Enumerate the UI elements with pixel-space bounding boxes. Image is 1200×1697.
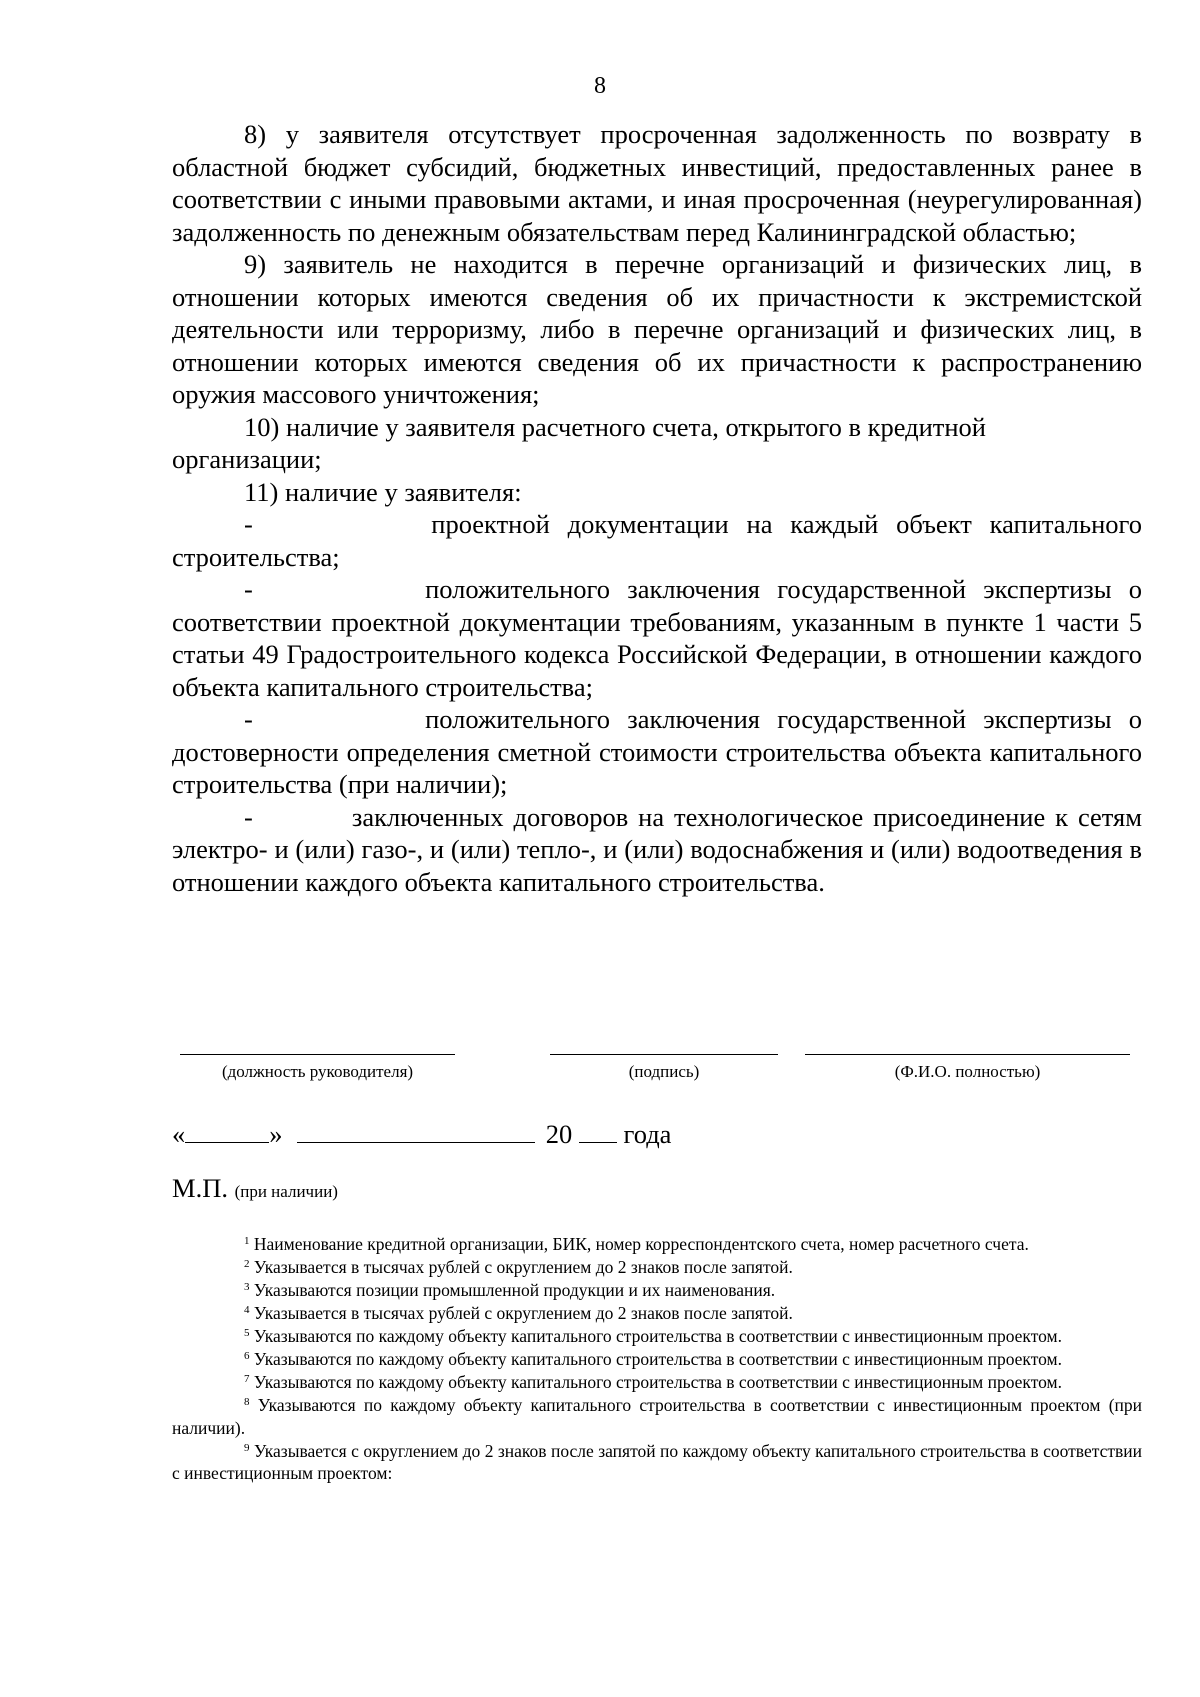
footnote-marker: 3	[244, 1281, 250, 1293]
footnote-8	[172, 1394, 1142, 1439]
position-signature-line	[180, 1054, 455, 1055]
footnotes	[172, 1233, 1142, 1485]
seal-placeholder	[172, 1172, 338, 1208]
seal-label: М.П.	[172, 1173, 228, 1203]
list-item-connection-contracts: - заключенных договоров на технологическое присоединение к сетям электро- и (или) газо-, и (или) тепло-, и (или) водоснабжения и (или) водоотведения в отношении каждого объекта капитального строительства.	[172, 801, 1142, 897]
footnote-5	[172, 1325, 1142, 1348]
footnote-marker: 4	[244, 1304, 250, 1316]
footnote-9	[172, 1440, 1142, 1485]
position-caption: (должность руководителя)	[221, 1062, 414, 1081]
year-blank	[579, 1118, 617, 1143]
signature-line	[550, 1054, 778, 1055]
paragraph-item-10: 10) наличие у заявителя расчетного счета, открытого в кредитной организации;	[172, 411, 986, 474]
footnote-3	[172, 1279, 1142, 1302]
footnote-text: Указываются по каждому объекту капитального строительства в соответствии с инвестиционным проектом.	[253, 1326, 1062, 1346]
seal-note: (при наличии)	[234, 1182, 338, 1201]
date-close-quote: »	[269, 1119, 283, 1149]
footnote-text: Указывается с округлением до 2 знаков после запятой по каждому объекту капитального строительства в соответствии с инвестиционным проектом:	[172, 1440, 1143, 1483]
year-suffix: года	[623, 1119, 672, 1149]
list-item-expertise-cost: - положительного заключения государственной экспертизы о достоверности определения сметной стоимости строительства объекта капитального строительства (при наличии);	[172, 704, 1142, 799]
footnote-marker: 8	[244, 1396, 250, 1408]
footnote-1	[172, 1233, 1142, 1256]
footnote-6	[172, 1348, 1142, 1371]
list-item-project-docs: - проектной документации на каждый объект капитального строительства;	[172, 509, 1142, 572]
footnote-marker: 9	[244, 1441, 250, 1454]
date-open-quote: «	[172, 1119, 186, 1149]
paragraph-item-9: 9) заявитель не находится в перечне организаций и физических лиц, в отношении которых имеются сведения об их причастности к экстремистской деятельности или терроризму, либо в перечне организаций и физических лиц, в отношении которых имеются сведения об их причастности к распространению оружия массового уничтожения;	[172, 249, 1142, 409]
footnote-marker: 5	[244, 1327, 250, 1339]
date-line	[172, 1118, 671, 1150]
footnote-7	[172, 1371, 1142, 1394]
footnote-text: Указываются позиции промышленной продукции и их наименования.	[253, 1280, 776, 1300]
document-body	[172, 118, 1142, 898]
footnote-2	[172, 1256, 1142, 1279]
name-signature-line	[805, 1054, 1130, 1055]
list-item-expertise-compliance: - положительного заключения государственной экспертизы о соответствии проектной документации требованиям, указанным в пункте 1 части 5 статьи 49 Градостроительного кодекса Российской Федерации, в отношении каждого объекта капитального строительства;	[172, 574, 1142, 702]
footnote-marker: 2	[244, 1258, 250, 1270]
footnote-marker: 6	[244, 1350, 250, 1362]
footnote-text: Наименование кредитной организации, БИК, номер корреспондентского счета, номер расчетного счета.	[253, 1234, 1029, 1254]
footnote-4	[172, 1302, 1142, 1325]
footnote-text: Указываются по каждому объекту капитального строительства в соответствии с инвестиционным проектом.	[253, 1372, 1062, 1392]
footnote-text: Указываются по каждому объекту капитального строительства в соответствии с инвестиционным проектом (при наличии).	[172, 1395, 1143, 1438]
signature-caption: (подпись)	[628, 1062, 700, 1081]
name-caption: (Ф.И.О. полностью)	[894, 1062, 1041, 1081]
year-prefix: 20	[545, 1119, 573, 1149]
day-blank	[185, 1118, 269, 1143]
paragraph-item-11: 11) наличие у заявителя:	[244, 476, 522, 507]
footnote-marker: 7	[244, 1373, 250, 1385]
paragraph-item-8: 8) у заявителя отсутствует просроченная задолженность по возврату в областной бюджет субсидий, бюджетных инвестиций, предоставленных ранее в соответствии с иными правовыми актами, и иная просроченная (неурегулированная) задолженность по денежным обязательствам перед Калининградской областью;	[172, 119, 1142, 247]
month-blank	[297, 1118, 535, 1143]
footnote-marker: 1	[244, 1235, 250, 1247]
footnote-text: Указывается в тысячах рублей с округлением до 2 знаков после запятой.	[253, 1257, 793, 1277]
page-number: 8	[594, 73, 606, 99]
footnote-text: Указываются по каждому объекту капитального строительства в соответствии с инвестиционным проектом.	[253, 1349, 1062, 1369]
footnote-text: Указывается в тысячах рублей с округлением до 2 знаков после запятой.	[253, 1303, 793, 1323]
